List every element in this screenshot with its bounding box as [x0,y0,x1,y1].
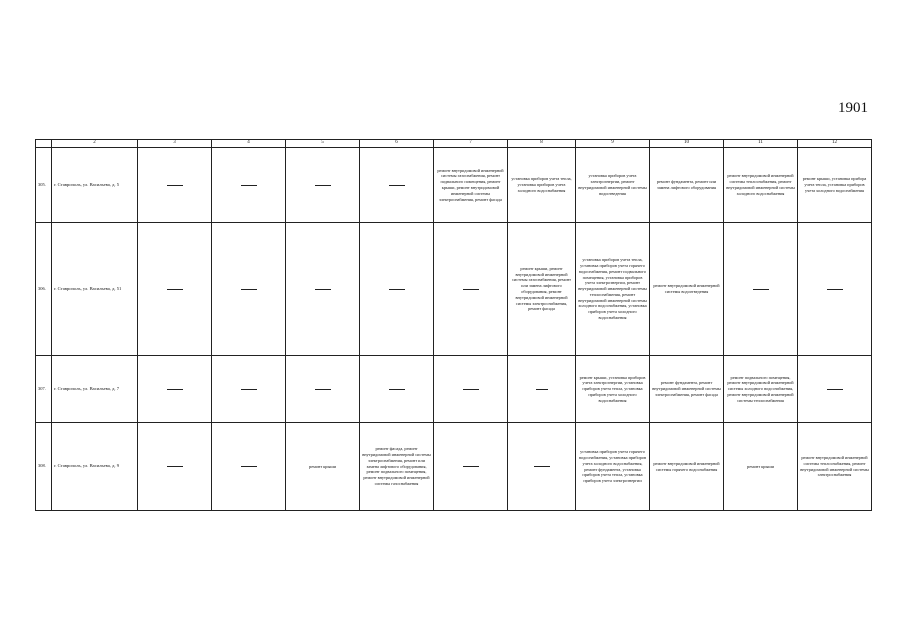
table-row [36,148,872,223]
cell-col-11: ремонт внутридомовой инженерной системы теплоснабжения, ремонт внутридомовой инженерной системы холодного водоснабжения [724,148,798,223]
dash-mark [241,289,257,290]
dash-mark [463,389,479,390]
page-number: 1901 [838,100,868,116]
cell-col-10: ремонт фундамента, ремонт или замена лифтового оборудования [650,148,724,223]
dash-mark [241,389,257,390]
dash-mark [536,389,548,390]
cell-col-12 [798,223,872,356]
dash-mark [167,466,183,467]
cell-col-6 [360,223,434,356]
cell-col-7 [434,356,508,423]
dash-mark [534,466,550,467]
cell-col-7: ремонт внутридомовой инженерной системы газоснабжения, ремонт подвального помещения, ремонт крыши, ремонт внутридомовой инженерной системы электроснабжения, ремонт фасада [434,148,508,223]
cell-col-9: установка приборов учета электроэнергии, ремонт внутридомовой инженерной системы водоотведения [576,148,650,223]
cell-col-4 [212,148,286,223]
column-header: 12 [798,140,872,148]
cell-col-12 [798,356,872,423]
cell-col-3 [138,223,212,356]
dash-mark [167,289,183,290]
cell-col-6 [360,148,434,223]
column-header: 10 [650,140,724,148]
cell-col-8 [508,423,576,511]
cell-col-11: ремонт крыши [724,423,798,511]
dash-mark [167,389,183,390]
cell-col-4 [212,356,286,423]
dash-mark [753,289,769,290]
cell-col-8 [508,356,576,423]
repair-schedule-table [35,139,872,511]
row-number: 305. [36,148,52,223]
column-header: 2 [52,140,138,148]
cell-col-10: ремонт фундамента, ремонт внутридомовой инженерной системы электроснабжения, ремонт фасада [650,356,724,423]
dash-mark [389,389,405,390]
dash-mark [315,389,331,390]
cell-col-9: установка приборов учета тепла, установка приборов учета горячего водоснабжения, ремонт подвального помещения, установка приборов учета электроэнергии, ремонт внутридомовой инженерной системы теплоснабжения, ремонт внутридомовой инженерной системы холодного водоснабжения, установка приборов учета холодного водоснабжения [576,223,650,356]
cell-col-5 [286,148,360,223]
dash-mark [315,289,331,290]
dash-mark [241,185,257,186]
dash-mark [315,185,331,186]
cell-col-8: ремонт крыши, ремонт внутридомовой инженерной системы газоснабжения, ремонт или замена лифтового оборудования, ремонт внутридомовой инженерной системы электроснабжения, ремонт фасада [508,223,576,356]
row-number: 306. [36,223,52,356]
row-number: 308. [36,423,52,511]
cell-col-7 [434,423,508,511]
cell-col-11: ремонт подвального помещения, ремонт внутридомовой инженерной системы холодного водоснабжения, ремонт внутридомовой инженерной системы теплоснабжения [724,356,798,423]
column-header: 9 [576,140,650,148]
dash-mark [827,289,843,290]
dash-mark [389,185,405,186]
column-number-row [36,140,872,148]
cell-col-7 [434,223,508,356]
cell-col-3 [138,148,212,223]
dash-mark [241,466,257,467]
column-header [36,140,52,148]
cell-col-6 [360,356,434,423]
dash-mark [463,289,479,290]
cell-col-9: ремонт крыши, установка приборов учета электроэнергии, установка приборов учета тепла, установка приборов учета холодного водоснабжения [576,356,650,423]
dash-mark [389,289,405,290]
cell-col-3 [138,423,212,511]
cell-col-11 [724,223,798,356]
row-number: 307. [36,356,52,423]
column-header: 5 [286,140,360,148]
row-address: г. Ставрополь, ул. Васильева, д. 51 [52,223,138,356]
row-address: г. Ставрополь, ул. Васильева, д. 5 [52,148,138,223]
row-address: г. Ставрополь, ул. Васильева, д. 9 [52,423,138,511]
cell-col-10: ремонт внутридомовой инженерной системы горячего водоснабжения [650,423,724,511]
cell-col-4 [212,423,286,511]
cell-col-6: ремонт фасада, ремонт внутридомовой инженерной системы электроснабжения, ремонт или замена лифтового оборудования, ремонт подвального помещения, ремонт внутридомовой инженерной системы газоснабжения [360,423,434,511]
cell-col-3 [138,356,212,423]
cell-col-4 [212,223,286,356]
column-header: 7 [434,140,508,148]
column-header: 8 [508,140,576,148]
cell-col-10: ремонт внутридомовой инженерной системы водоотведения [650,223,724,356]
dash-mark [167,185,183,186]
row-address: г. Ставрополь, ул. Васильева, д. 7 [52,356,138,423]
column-header: 3 [138,140,212,148]
table-row [36,356,872,423]
column-header: 11 [724,140,798,148]
table-row [36,223,872,356]
table-row [36,423,872,511]
dash-mark [827,389,843,390]
cell-col-8: установка приборов учета тепла, установка приборов учета холодного водоснабжения [508,148,576,223]
cell-col-12: ремонт крыши, установка прибора учета тепла, установка приборов учета холодного водоснабжения [798,148,872,223]
cell-col-5 [286,223,360,356]
cell-col-5: ремонт крыши [286,423,360,511]
cell-col-9: установка приборов учета горячего водоснабжения, установка приборов учета холодного водоснабжения, ремонт фундамента, установка приборов учета тепла, установка приборов учета электроэнергии [576,423,650,511]
column-header: 4 [212,140,286,148]
column-header: 6 [360,140,434,148]
cell-col-12: ремонт внутридомовой инженерной системы теплоснабжения, ремонт внутридомовой инженерной системы электроснабжения [798,423,872,511]
dash-mark [463,466,479,467]
cell-col-5 [286,356,360,423]
